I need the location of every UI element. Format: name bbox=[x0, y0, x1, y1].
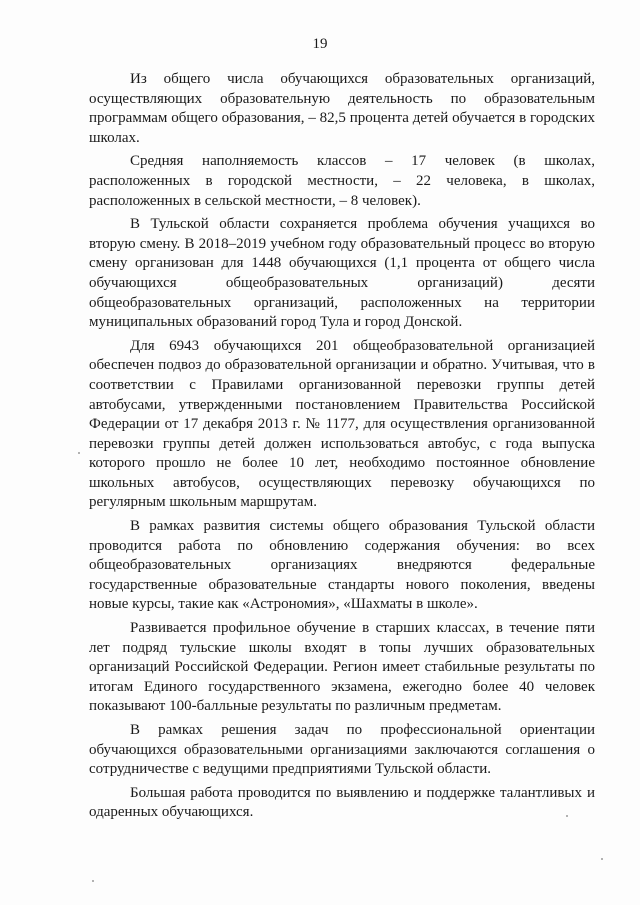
paragraph-class-size: Средняя наполняемость классов – 17 человек (в школах, расположенных в городской местности, – 22 человека, в школах, расположенных в сельской местности, – 8 человек). bbox=[89, 153, 595, 209]
scan-speck bbox=[601, 858, 603, 860]
paragraph-school-transport: Для 6943 обучающихся 201 общеобразовательной организацией обеспечен подвоз до образовательной организации и обратно. Учитывая, что в соответствии с Правилами организованной перевозки группы детей автобусами, утвержденными постановлением Правительства Российской Федерации от 17 декабря 2013 г. № 1177, для осуществления организованной перевозки группы детей должен использоваться автобус, с года выпуска которого прошло не более 10 лет, необходимо постоянное обновление школьных автобусов, осуществляющих перевозку обучающихся по регулярным школьным маршрутам. bbox=[89, 337, 595, 511]
scan-speck bbox=[92, 880, 94, 882]
page-number: 19 bbox=[312, 36, 328, 52]
paragraph-career-guidance: В рамках решения задач по профессиональной ориентации обучающихся образовательными организациями заключаются соглашения о сотрудничестве с ведущими предприятиями Тульской области. bbox=[89, 722, 595, 778]
paragraph-gifted-students: Большая работа проводится по выявлению и поддержке талантливых и одаренных обучающихся. bbox=[89, 784, 595, 821]
paragraph-profile-education: Развивается профильное обучение в старших классах, в течение пяти лет подряд тульские школы входят в топы лучших образовательных организаций Российской Федерации. Регион имеет стабильные результаты по итогам Единого государственного экзамена, ежегодно более 40 человек показывают 100-балльные результаты по различным предметам. bbox=[89, 620, 595, 715]
paragraph-second-shift: В Тульской области сохраняется проблема обучения учащихся во вторую смену. В 2018–2019 учебном году образовательный процесс во вторую смену организован для 1448 обучающихся (1,1 процента от общего числа обучающихся общеобразовательных организаций) десяти общеобразовательных организаций, расположенных на территории муниципальных образований город Тула и город Донской. bbox=[89, 216, 595, 331]
scan-speck bbox=[566, 815, 568, 817]
scan-speck bbox=[78, 452, 80, 454]
document-body bbox=[89, 70, 595, 827]
paragraph-urban-share: Из общего числа обучающихся образовательных организаций, осуществляющих образовательную деятельность по образовательным программам общего образования, – 82,5 процента детей обучается в городских школах. bbox=[89, 71, 595, 146]
paragraph-curriculum-update: В рамках развития системы общего образования Тульской области проводится работа по обновлению содержания обучения: во всех общеобразовательных организациях внедряются федеральные государственные образовательные стандарты нового поколения, введены новые курсы, такие как «Астрономия», «Шахматы в школе». bbox=[89, 518, 595, 613]
